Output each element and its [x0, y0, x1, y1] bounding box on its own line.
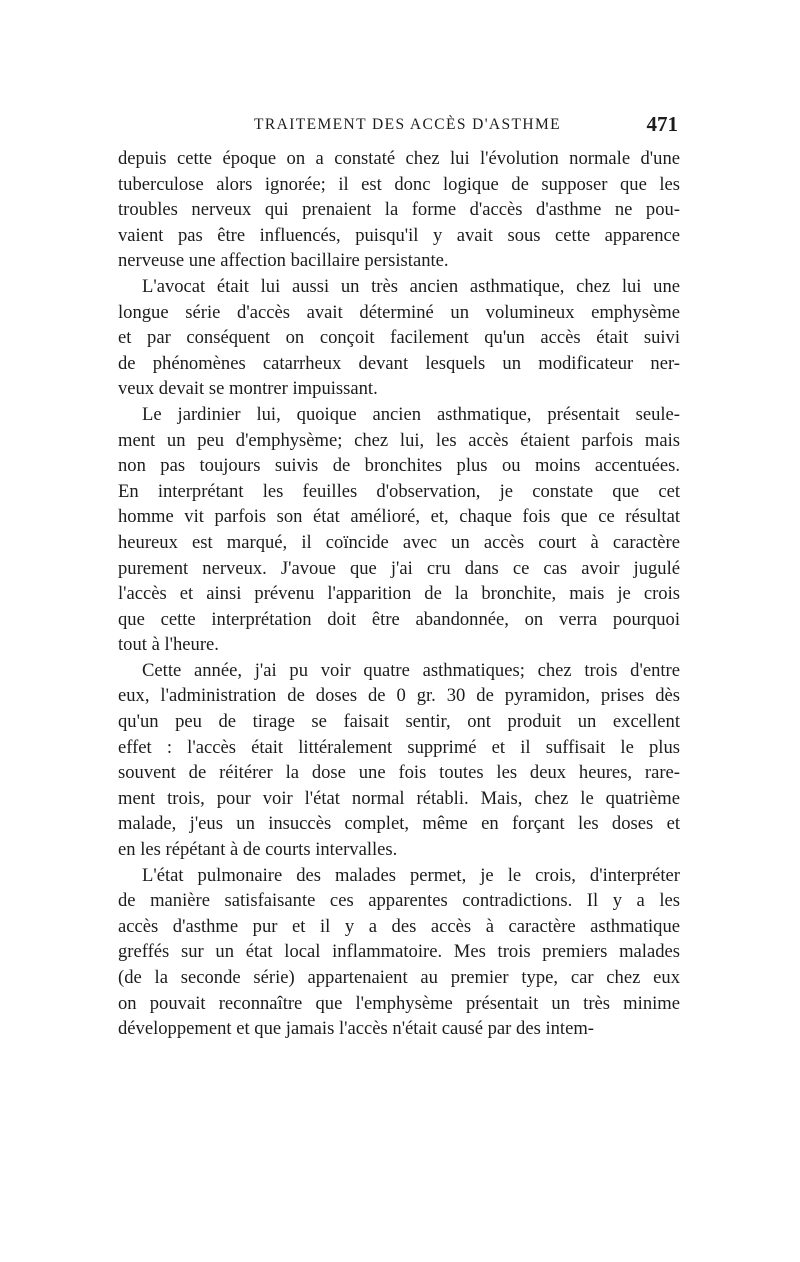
text-line: développement et que jamais l'accès n'était causé par des intem- [118, 1018, 594, 1040]
page-header [118, 112, 680, 146]
text-line: effet : l'accès était littéralement supprimé et il suffisait le plus [118, 736, 680, 758]
text-line: ment trois, pour voir l'état normal rétabli. Mais, chez le quatrième [118, 787, 680, 809]
text-line: souvent de réitérer la dose une fois toutes les deux heures, rare- [118, 762, 680, 784]
text-line: vaient pas être influencés, puisqu'il y avait sous cette apparence [118, 224, 680, 246]
text-line: l'accès et ainsi prévenu l'apparition de la bronchite, mais je crois [118, 583, 680, 605]
text-line: homme vit parfois son état amélioré, et, chaque fois que ce résultat [118, 506, 680, 528]
text-line: Le jardinier lui, quoique ancien asthmatique, présentait seule- [142, 403, 680, 425]
text-line: veux devait se montrer impuissant. [118, 378, 378, 400]
text-line: eux, l'administration de doses de 0 gr. 30 de pyramidon, prises dès [118, 685, 680, 707]
text-line: Cette année, j'ai pu voir quatre asthmatiques; chez trois d'entre [142, 659, 680, 681]
text-line: de manière satisfaisante ces apparentes contradictions. Il y a les [118, 890, 680, 912]
text-line: qu'un peu de tirage se faisait sentir, ont produit un excellent [118, 711, 680, 733]
paragraph [118, 146, 680, 274]
text-line: tuberculose alors ignorée; il est donc logique de supposer que les [118, 173, 680, 195]
text-line: malade, j'eus un insuccès complet, même en forçant les doses et [118, 813, 680, 835]
text-line: purement nerveux. J'avoue que j'ai cru dans ce cas avoir jugulé [118, 557, 680, 579]
text-line: et par conséquent on conçoit facilement qu'un accès était suivi [118, 327, 680, 349]
text-line: de phénomènes catarrheux devant lesquels un modificateur ner- [118, 352, 680, 374]
text-line: longue série d'accès avait déterminé un volumineux emphysème [118, 301, 680, 323]
text-line: non pas toujours suivis de bronchites plus ou moins accentuées. [118, 455, 680, 477]
text-line: nerveuse une affection bacillaire persistante. [118, 250, 449, 272]
text-line: que cette interprétation doit être abandonnée, on verra pourquoi [118, 608, 680, 630]
text-line: greffés sur un état local inflammatoire. Mes trois premiers malades [118, 941, 680, 963]
text-line: accès d'asthme pur et il y a des accès à caractère asthmatique [118, 915, 680, 937]
text-line: troubles nerveux qui prenaient la forme d'accès d'asthme ne pou- [118, 199, 680, 221]
paragraph [118, 863, 680, 1042]
body-text [118, 146, 680, 1042]
text-line: L'avocat était lui aussi un très ancien asthmatique, chez lui une [142, 275, 680, 297]
page-number: 471 [646, 112, 678, 136]
text-line: heureux est marqué, il coïncide avec un accès court à caractère [118, 531, 680, 553]
text-line: (de la seconde série) appartenaient au premier type, car chez eux [118, 967, 680, 988]
running-title: TRAITEMENT DES ACCÈS D'ASTHME [254, 116, 562, 133]
text-line: depuis cette époque on a constaté chez lui l'évolution normale d'une [118, 148, 680, 169]
text-line: on pouvait reconnaître que l'emphysème présentait un très minime [118, 992, 680, 1014]
text-line: ment un peu d'emphysème; chez lui, les accès étaient parfois mais [118, 429, 680, 451]
text-line: L'état pulmonaire des malades permet, je le crois, d'interpréter [142, 864, 680, 886]
book-page [118, 112, 680, 1042]
paragraph [118, 274, 680, 402]
text-line: En interprétant les feuilles d'observation, je constate que cet [118, 480, 680, 502]
text-line: en les répétant à de courts intervalles. [118, 839, 398, 861]
paragraph [118, 658, 680, 863]
text-line: tout à l'heure. [118, 634, 219, 656]
paragraph [118, 402, 680, 658]
